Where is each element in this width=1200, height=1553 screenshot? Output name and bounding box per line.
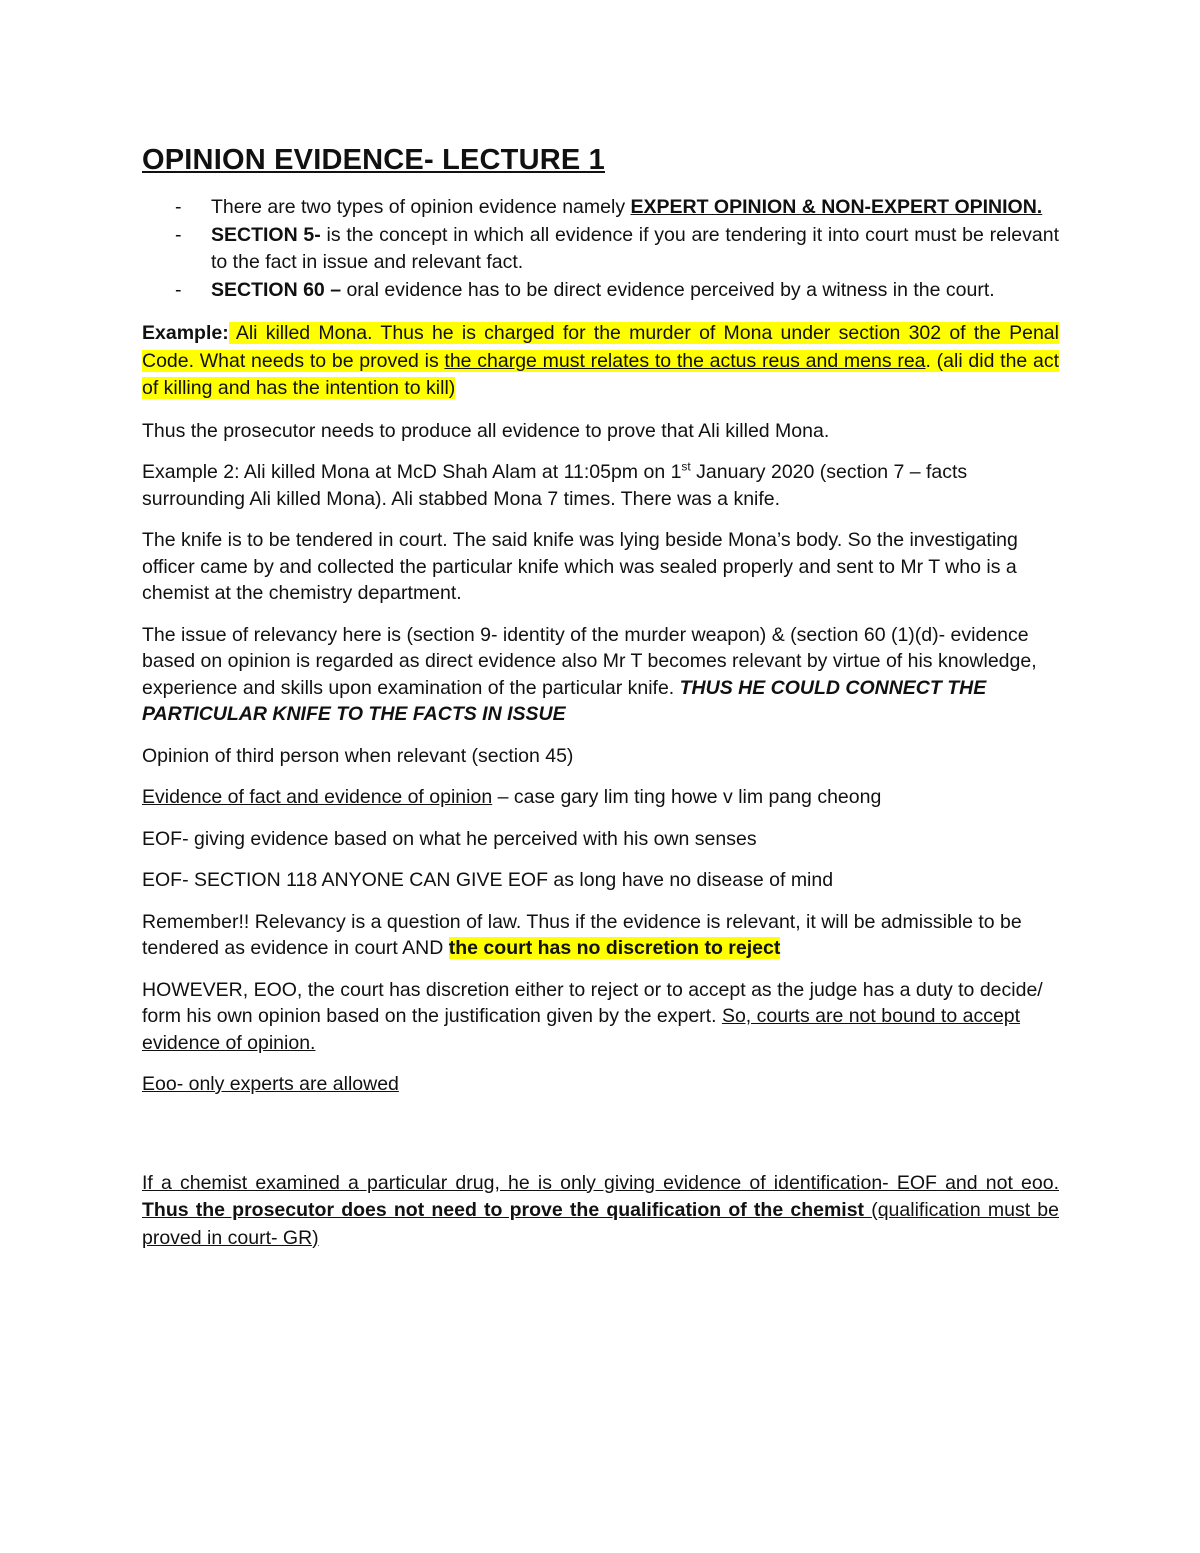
- example-2-text-end: January 2020 (section 7 – facts surrounding Ali killed Mona). Ali stabbed Mona 7 times. There was a knife.: [142, 461, 968, 510]
- paragraph-chemist: [142, 1170, 1059, 1253]
- case-text: – case gary lim ting howe v lim pang cheong: [492, 786, 882, 808]
- paragraph-case: [142, 784, 1059, 811]
- bullet-rest-text: oral evidence has to be direct evidence perceived by a witness in the court.: [341, 278, 995, 301]
- bullet-bold-text: EXPERT OPINION & NON-EXPERT OPINION.: [630, 196, 1043, 218]
- bullet-bold-text: SECTION 5-: [211, 223, 321, 246]
- bullet-text: There are two types of opinion evidence namely: [211, 196, 631, 218]
- case-underlined-text: Evidence of fact and evidence of opinion: [142, 786, 493, 808]
- paragraph-knife: The knife is to be tendered in court. The said knife was lying beside Mona’s body. So the investigating officer came by and collected the particular knife which was sealed properly and sent to Mr T who is a chemist at the chemistry department.: [142, 529, 1018, 604]
- bullet-dash: -: [175, 278, 182, 301]
- example-text-end: . (ali did the act of killing and has the intention to kill): [142, 349, 1060, 399]
- chemist-text-end: (qualification must be proved in court- GR): [142, 1199, 1059, 1249]
- ordinal-superscript: st: [681, 459, 691, 474]
- bullet-rest-text: is the concept in which all evidence if you are tendering it into court must be relevant to the fact in issue and relevant fact.: [211, 223, 1059, 273]
- paragraph-eoo: Eoo- only experts are allowed: [142, 1073, 399, 1095]
- bullet-dash: -: [175, 196, 182, 218]
- relevancy-bold-italic: THUS HE COULD CONNECT THE PARTICULAR KNIFE TO THE FACTS IN ISSUE: [142, 676, 987, 725]
- example-label: Example:: [142, 322, 229, 344]
- example-2-text: Example 2: Ali killed Mona at McD Shah Alam at 11:05pm on 1: [142, 461, 682, 483]
- remember-highlight: the court has no discretion to reject: [448, 937, 781, 959]
- chemist-bold-text: Thus the prosecutor does not need to prove the qualification of the chemist: [142, 1199, 872, 1221]
- paragraph-however: [142, 977, 1059, 1057]
- however-underlined: So, courts are not bound to accept evidence of opinion.: [142, 1005, 1021, 1054]
- remember-text: Remember!! Relevancy is a question of law. Thus if the evidence is relevant, it will be admissible to be tendered as evidence in court AND: [142, 910, 1022, 959]
- bullet-dash: -: [175, 223, 182, 246]
- document-title: OPINION EVIDENCE- LECTURE 1: [142, 144, 606, 176]
- paragraph-relevancy: [142, 622, 1059, 728]
- however-text: HOWEVER, EOO, the court has discretion either to reject or to accept as the judge has a duty to decide/ form his own opinion based on the justification given by the expert.: [142, 978, 1043, 1027]
- bullet-item-types: [142, 194, 1059, 222]
- relevancy-text: The issue of relevancy here is (section 9- identity of the murder weapon) & (section 60 (1)(d)- evidence based on opinion is regarded as direct evidence also Mr T becomes relevant by virtue of his knowledge, experience and skills upon examination of the particular knife.: [142, 623, 1037, 699]
- example-text: Ali killed Mona. Thus he is charged for the murder of Mona under section 302 of the Penal Code. What needs to be proved is: [142, 322, 1059, 372]
- paragraph-example-2: [142, 459, 1059, 512]
- paragraph-section-45: Opinion of third person when relevant (section 45): [142, 744, 574, 767]
- bullet-item-section-5: [142, 222, 1059, 277]
- paragraph-prosecutor: Thus the prosecutor needs to produce all evidence to prove that Ali killed Mona.: [142, 419, 830, 442]
- example-underlined-text: the charge must relates to the actus reus and mens rea: [444, 349, 926, 372]
- bullet-bold-text: SECTION 60 –: [211, 278, 342, 301]
- bullet-item-section-60: [142, 277, 1059, 305]
- paragraph-remember: [142, 909, 1059, 962]
- paragraph-eof-2: EOF- SECTION 118 ANYONE CAN GIVE EOF as long have no disease of mind: [142, 869, 834, 891]
- document-page: [142, 140, 1059, 1267]
- blank-line: [142, 1113, 1059, 1170]
- paragraph-example-1: [142, 320, 1059, 403]
- paragraph-eof-1: EOF- giving evidence based on what he perceived with his own senses: [142, 827, 757, 850]
- chemist-text: If a chemist examined a particular drug, he is only giving evidence of identification- EOF and not eoo.: [142, 1171, 1059, 1194]
- bullet-list: [142, 194, 1059, 304]
